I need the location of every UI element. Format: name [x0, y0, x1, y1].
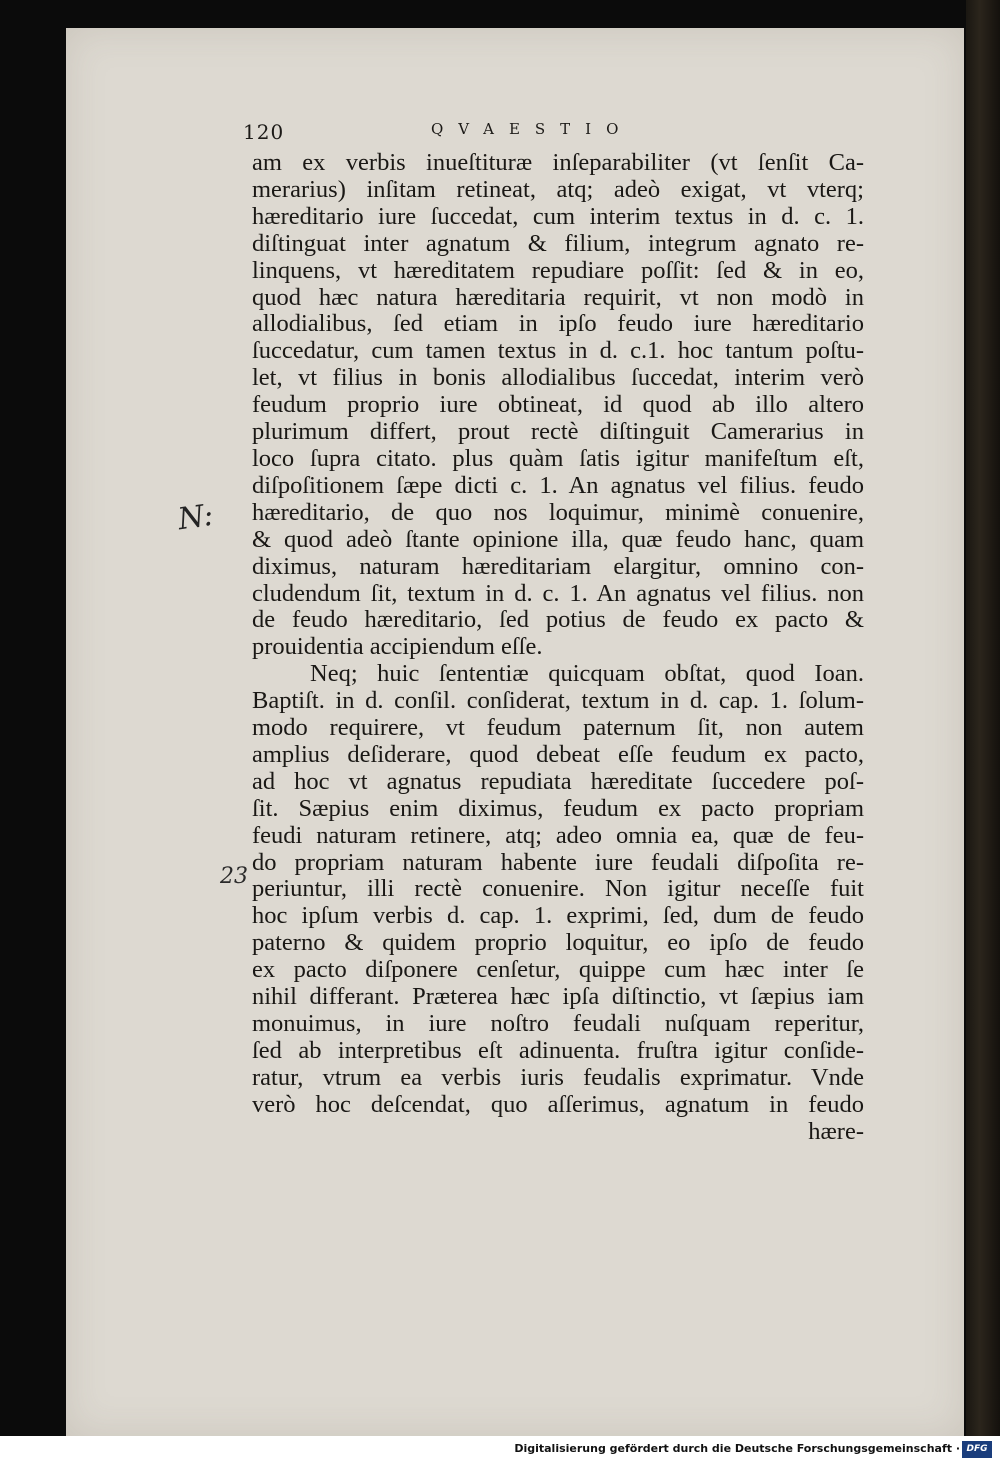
text-line: Baptiſt. in d. conſil. conſiderat, textum in d. cap. 1. ſolum-: [252, 687, 864, 715]
text-line: ſed ab interpretibus eſt adinuenta. fruſtra igitur conſide-: [252, 1036, 864, 1064]
text-line: feudum proprio iure obtineat, id quod ab illo altero: [252, 391, 864, 419]
page-number: 120: [243, 120, 285, 144]
text-line: loco ſupra citato. plus quàm ſatis igitur manifeſtum eſt,: [252, 444, 864, 472]
text-line: ratur, vtrum ea verbis iuris feudalis exprimatur. Vnde: [252, 1063, 864, 1091]
text-line: ad hoc vt agnatus repudiata hæreditate ſuccedere poſ-: [252, 767, 864, 795]
book-edge: [966, 0, 1000, 1440]
text-line: monuimus, in iure noſtro feudali nuſquam reperitur,: [252, 1010, 864, 1037]
text-line: & quod adeò ſtante opinione illa, quæ feudo hanc, quam: [252, 525, 864, 553]
text-line: nihil differant. Præterea hæc ipſa diſtinctio, vt ſæpius iam: [252, 983, 864, 1011]
catchword: hære-: [808, 1117, 864, 1145]
text-line: plurimum differt, prout rectè diſtinguit Camerarius in: [252, 418, 864, 446]
text-line: ſit. Sæpius enim diximus, feudum ex pacto propriam: [252, 794, 864, 822]
text-line: do propriam naturam habente iure feudali diſpoſita re-: [252, 848, 864, 876]
text-line: linquens, vt hæreditatem repudiare poſſit: ſed & in eo,: [252, 256, 864, 284]
text-line: verò hoc deſcendat, quo aſſerimus, agnatum in feudo: [252, 1090, 864, 1118]
text-line: hæreditario, de quo nos loquimur, minimè conuenire,: [252, 498, 864, 526]
text-line: diſtinguat inter agnatum & filium, integrum agnato re-: [252, 229, 864, 257]
text-line: cludendum ſit, textum in d. c. 1. An agnatus vel filius. non: [252, 579, 864, 607]
paragraph-start-line: Neq; huic ſententiæ quicquam obſtat, quod Ioan.: [310, 660, 864, 688]
text-line: prouidentia accipiendum eſſe.: [252, 633, 543, 661]
text-line: hæreditario iure ſuccedat, cum interim textus in d. c. 1.: [252, 202, 864, 230]
text-line: ex pacto diſponere cenſetur, quippe cum hæc inter ſe: [252, 956, 864, 984]
digitization-footer: [0, 1436, 1000, 1462]
text-line: periuntur, illi rectè conuenire. Non igitur neceſſe fuit: [252, 875, 864, 903]
dfg-logo-icon: DFG: [962, 1441, 992, 1458]
text-line: diximus, naturam hæreditariam elargitur, omnino con-: [252, 552, 864, 580]
text-line: hoc ipſum verbis d. cap. 1. exprimi, ſed, dum de feudo: [252, 902, 864, 930]
text-line: ſuccedatur, cum tamen textus in d. c.1. hoc tantum poſtu-: [252, 337, 864, 365]
text-line: feudi naturam retinere, atq; adeo omnia ea, quæ de feu-: [252, 821, 864, 849]
text-line: modo requirere, vt feudum paternum ſit, non autem: [252, 714, 864, 742]
text-line: am ex verbis inueſtituræ inſeparabiliter (vt ſenſit Ca-: [252, 149, 864, 176]
running-head: [243, 120, 863, 150]
text-line: quod hæc natura hæreditaria requirit, vt non modò in: [252, 283, 864, 311]
handwritten-margin-note: N:: [175, 497, 216, 538]
funding-credit: Digitalisierung gefördert durch die Deutsche Forschungsgemeinschaft ·: [514, 1442, 960, 1455]
text-line: paterno & quidem proprio loquitur, eo ipſo de feudo: [252, 929, 864, 957]
text-line: allodialibus, ſed etiam in ipſo feudo iure hæreditario: [252, 310, 864, 338]
text-line: de feudo hæreditario, ſed potius de feudo ex pacto &: [252, 606, 864, 634]
margin-section-number: 23: [220, 864, 248, 889]
text-line: diſpoſitionem ſæpe dicti c. 1. An agnatus vel filius. feudo: [252, 471, 864, 499]
body-text: [252, 150, 864, 1146]
text-line: amplius deſiderare, quod debeat eſſe feudum ex pacto,: [252, 740, 864, 768]
running-title: QVAESTIO: [431, 120, 634, 138]
text-line: let, vt filius in bonis allodialibus ſuccedat, interim verò: [252, 364, 864, 392]
text-line: merarius) inſitam retineat, atq; adeò exigat, vt vterq;: [252, 175, 864, 203]
